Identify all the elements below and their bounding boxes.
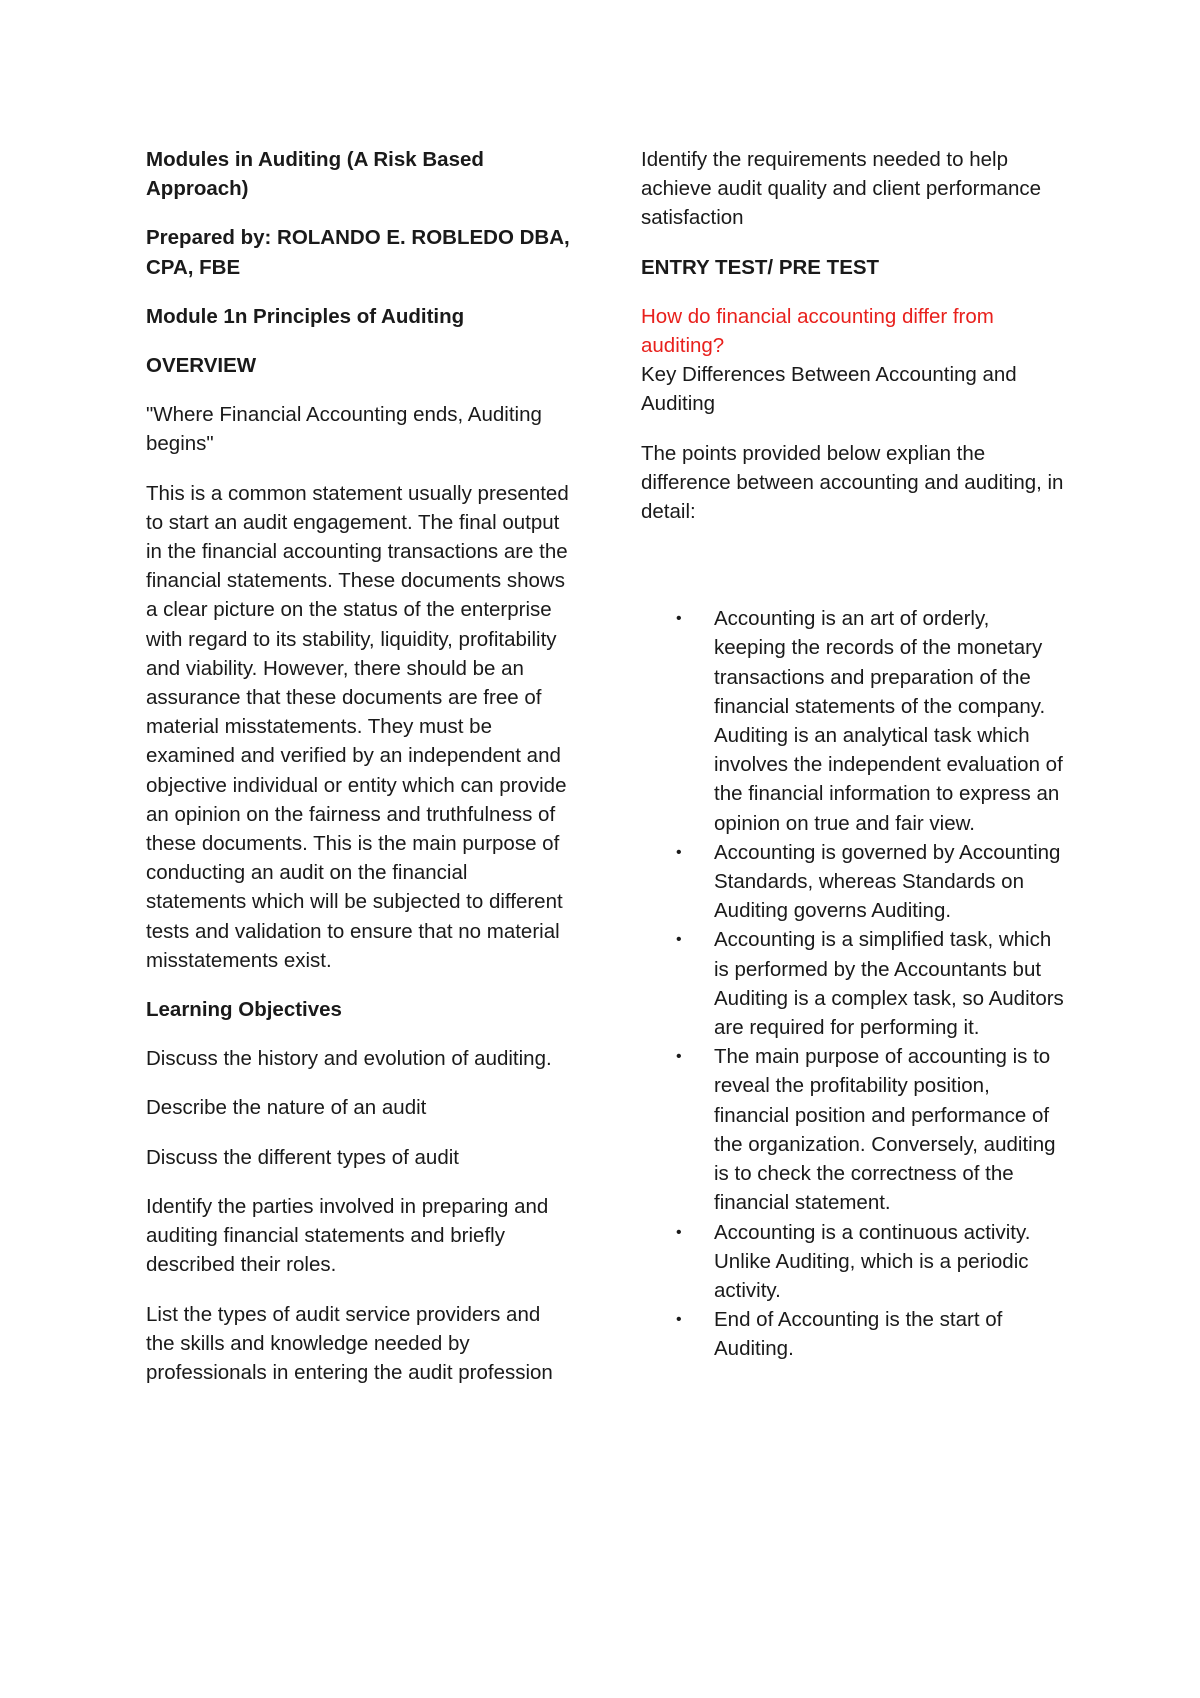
differences-intro: The points provided below explian the difference between accounting and auditing, in detail: xyxy=(641,441,1064,524)
list-item-text: The main purpose of accounting is to reveal the profitability position, financial position and performance of the organization. Conversely, auditing is to check the correctness of the financial statement. xyxy=(714,1045,1056,1215)
list-item xyxy=(641,1042,1066,1217)
bullet-icon: • xyxy=(676,1311,682,1329)
list-item-text: Accounting is governed by Accounting Standards, whereas Standards on Auditing governs Auditing. xyxy=(714,840,1061,923)
right-column xyxy=(641,145,1066,1364)
list-item xyxy=(641,604,1066,838)
differences-heading: Key Differences Between Accounting and Auditing xyxy=(641,363,1017,416)
bullet-icon: • xyxy=(676,610,682,628)
list-item xyxy=(641,925,1066,1042)
list-item xyxy=(641,838,1066,926)
objectives-heading: Learning Objectives xyxy=(146,998,342,1022)
list-item-text: Accounting is a simplified task, which is performed by the Accountants but Auditing is a complex task, so Auditors are required for performing it. xyxy=(714,928,1064,1040)
objective-item: Describe the nature of an audit xyxy=(146,1096,427,1120)
bullet-icon: • xyxy=(676,1223,682,1241)
bullet-icon: • xyxy=(676,1048,682,1066)
objective-item: Discuss the history and evolution of auditing. xyxy=(146,1047,552,1071)
overview-body: This is a common statement usually presented to start an audit engagement. The final output in the financial accounting transactions are the financial statements. These documents shows a clear picture on the status of the enterprise with regard to its stability, liquidity, profitability and viability. However, there should be an assurance that these documents are free of material misstatements. They must be examined and verified by an independent and objective individual or entity which can provide an opinion on the fairness and truthfulness of these documents. This is the main purpose of conducting an audit on the financial statements which will be subjected to different tests and validation to ensure that no material misstatements exist. xyxy=(146,481,569,972)
module-heading: Module 1n Principles of Auditing xyxy=(146,304,465,328)
list-item xyxy=(641,1218,1066,1306)
entry-test-question: How do financial accounting differ from auditing? xyxy=(641,304,994,358)
differences-list xyxy=(641,604,1066,1363)
list-item xyxy=(641,1305,1066,1363)
objective-item: Discuss the different types of audit xyxy=(146,1145,459,1169)
overview-heading: OVERVIEW xyxy=(146,354,257,378)
left-column xyxy=(146,145,571,1407)
prepared-by: Prepared by: ROLANDO E. ROBLEDO DBA, CPA, FBE xyxy=(146,226,570,279)
document-title: Modules in Auditing (A Risk Based Approach) xyxy=(146,148,484,201)
blank-space xyxy=(641,546,1066,604)
bullet-icon: • xyxy=(676,931,682,949)
objective-item: List the types of audit service providers and the skills and knowledge needed by professionals in entering the audit profession xyxy=(146,1302,553,1384)
overview-quote: "Where Financial Accounting ends, Auditing begins" xyxy=(146,403,542,456)
list-item-text: End of Accounting is the start of Auditing. xyxy=(714,1308,1003,1361)
list-item-text: Accounting is an art of orderly, keeping the records of the monetary transactions and preparation of the financial statements of the company. Auditing is an analytical task which involves the independent evaluation of the financial information to express an opinion on true and fair view. xyxy=(714,607,1063,835)
bullet-icon: • xyxy=(676,843,682,861)
objective-item: Identify the requirements needed to help achieve audit quality and client performance satisfaction xyxy=(641,148,1041,230)
list-item-text: Accounting is a continuous activity. Unlike Auditing, which is a periodic activity. xyxy=(714,1220,1031,1302)
objective-item: Identify the parties involved in preparing and auditing financial statements and briefly described their roles. xyxy=(146,1194,549,1277)
entry-test-heading: ENTRY TEST/ PRE TEST xyxy=(641,255,880,279)
